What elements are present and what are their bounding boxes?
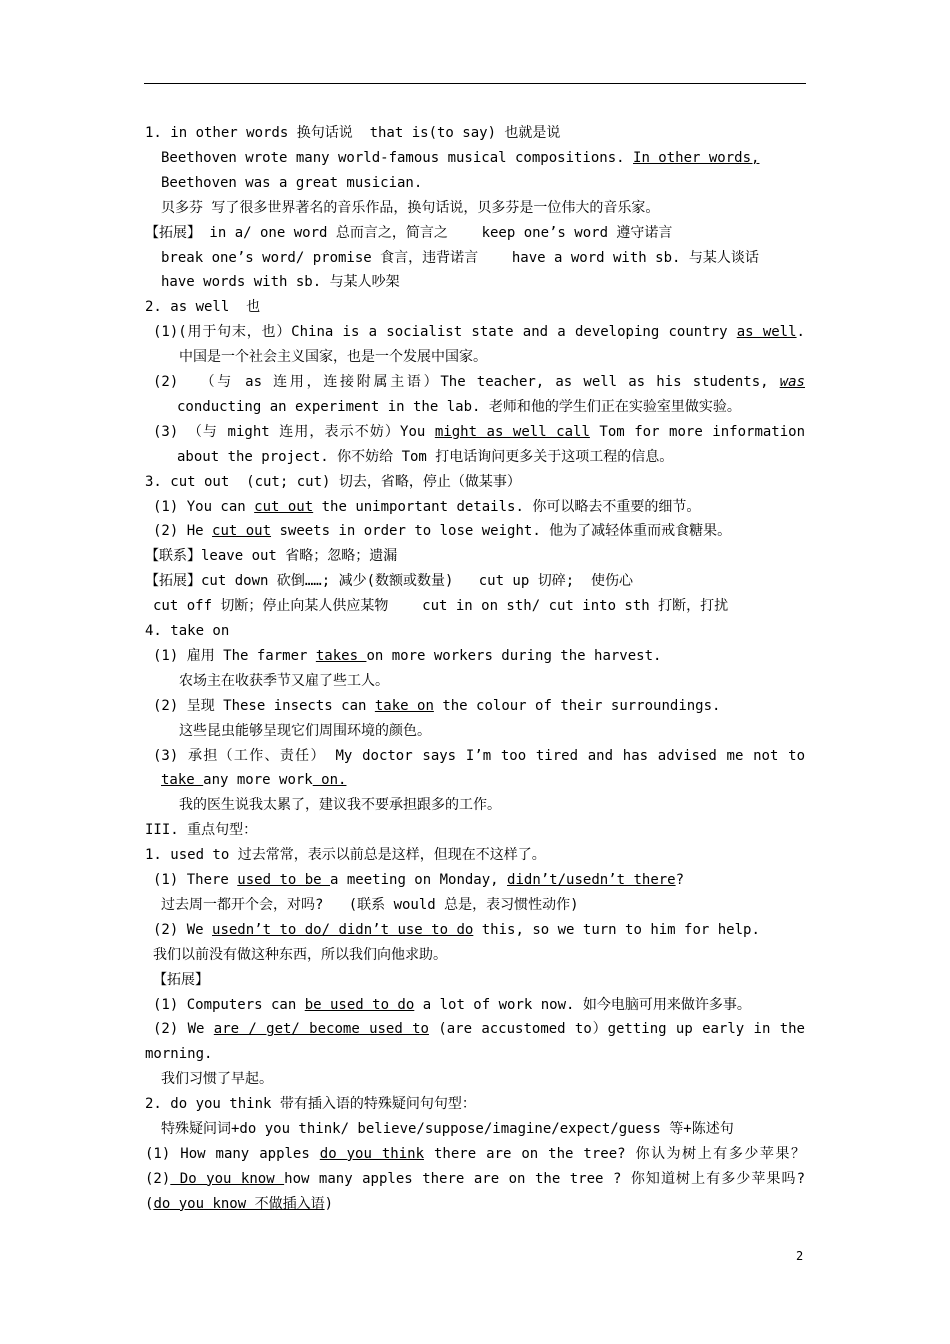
text-segment: (1) How many apples [145, 1145, 320, 1162]
text-line [153, 373, 805, 391]
text-segment: sweets in order to lose weight. 他为了减轻体重而戒食糖果。 [271, 523, 732, 540]
text-line [153, 323, 805, 341]
text-segment: (2) We [153, 921, 213, 938]
text-segment: 【拓展】 [153, 971, 209, 988]
text-line [153, 522, 731, 540]
text-segment: how many apples there are on the tree ? 你知道树上有多少苹果吗? [284, 1170, 806, 1187]
text-line [161, 1070, 273, 1088]
underlined-phrase: was [779, 374, 805, 390]
text-segment: 特殊疑问词+do you think/ believe/suppose/imagine/expect/guess 等+陈述句 [161, 1121, 734, 1137]
text-segment: 我的医生说我太累了，建议我不要承担跟多的工作。 [179, 797, 501, 814]
text-segment: 【拓展】 in a/ one word 总而言之，简言之 keep one’s word 遵守诺言 [145, 224, 673, 241]
text-segment: a meeting on Monday, [330, 872, 508, 888]
text-line [179, 796, 501, 814]
text-segment: (1) You can [153, 498, 255, 515]
text-segment: 我们习惯了早起。 [161, 1071, 273, 1088]
text-segment: 2. do you think 带有插入语的特殊疑问句句型： [145, 1096, 476, 1113]
text-line [153, 971, 209, 989]
text-line [179, 348, 487, 366]
underlined-phrase: do you know 不做插入语 [153, 1195, 325, 1212]
text-line [153, 647, 661, 665]
text-segment: 中国是一个社会主义国家，也是一个发展中国家。 [179, 349, 487, 366]
text-line [145, 298, 260, 316]
text-segment: (1)(用于句末，也）China is a socialist state and a developing country [153, 324, 737, 341]
text-line [145, 1195, 333, 1213]
text-line [145, 622, 229, 640]
text-segment: 过去周一都开个会，对吗? (联系 would 总是，表习惯性动作) [161, 896, 579, 913]
header-rule [144, 83, 806, 84]
text-segment: ) [324, 1195, 334, 1212]
text-line [153, 747, 805, 765]
text-segment: 农场主在收获季节又雇了些工人。 [179, 672, 389, 689]
text-segment: the unimportant details. 你可以略去不重要的细节。 [313, 498, 701, 515]
underlined-phrase: take [161, 772, 204, 789]
text-line [179, 722, 431, 740]
text-segment: this, so we turn to him for help. [473, 921, 760, 938]
text-segment: about the project. 你不妨给 Tom 打电话询问更多关于这项工程的信息。 [177, 448, 674, 465]
text-line [145, 1045, 212, 1063]
text-segment: (1) Computers can [153, 996, 305, 1013]
text-line [145, 846, 546, 864]
text-segment: (2) He [153, 523, 213, 540]
text-segment: 我们以前没有做这种东西，所以我们向他求助。 [153, 946, 447, 963]
text-segment: 3. cut out (cut; cut) 切去，省略，停止（做某事） [145, 473, 521, 490]
underlined-phrase: be used to do [304, 996, 415, 1013]
underlined-phrase: takes [315, 647, 367, 664]
text-line [153, 498, 700, 516]
text-line [161, 174, 422, 192]
text-line [145, 224, 672, 242]
underlined-phrase: cut out [254, 498, 314, 515]
text-line [161, 273, 400, 291]
text-segment: (3) 承担（工作、责任） My doctor says I’m too tired and has advised me not to [153, 747, 805, 764]
underlined-phrase: on. [312, 772, 347, 789]
underlined-phrase: do you think [319, 1145, 424, 1162]
text-line [145, 1145, 805, 1163]
text-line [153, 996, 751, 1014]
text-segment: ? [675, 872, 685, 888]
underlined-phrase: In other words, [633, 149, 760, 166]
text-line [161, 771, 346, 789]
text-segment: 1. in other words 换句话说 that is(to say) 也就是说 [145, 125, 561, 141]
text-line [145, 1095, 476, 1113]
text-segment: 【拓展】cut down 砍倒……; 减少(数额或数量) cut up 切碎; 使伤心 [145, 573, 634, 590]
text-segment: have words with sb. 与某人吵架 [161, 274, 400, 291]
underlined-phrase: are / get/ become used to [213, 1021, 429, 1038]
text-line [161, 249, 759, 267]
text-line [161, 896, 579, 914]
text-segment: on more workers during the harvest. [366, 647, 662, 664]
text-segment: 【联系】leave out 省略；忽略；遗漏 [145, 548, 398, 565]
text-line [145, 572, 633, 590]
underlined-phrase: cut out [212, 523, 272, 540]
text-line [145, 473, 521, 491]
underlined-phrase: usedn’t to do/ didn’t use to do [212, 921, 474, 938]
text-line [161, 1120, 734, 1138]
page-number: 2 [796, 1249, 804, 1263]
text-segment: any more work [203, 772, 313, 789]
text-segment: there are on the tree? 你认为树上有多少苹果？ [424, 1145, 805, 1162]
text-segment: (2) We [153, 1021, 214, 1038]
text-line [153, 597, 728, 615]
underlined-phrase: didn’t/usedn’t there [507, 872, 676, 888]
text-line [145, 821, 257, 839]
text-segment: morning. [145, 1046, 213, 1063]
text-segment: break one’s word/ promise 食言，违背诺言 have a word with sb. 与某人谈话 [161, 249, 759, 266]
text-segment: Beethoven wrote many world-famous musical compositions. [161, 149, 634, 166]
underlined-phrase: Do you know [170, 1170, 285, 1187]
text-line [153, 946, 447, 964]
text-segment: 1. used to 过去常常，表示以前总是这样，但现在不这样了。 [145, 847, 546, 864]
underlined-phrase: used to be [237, 872, 331, 888]
text-segment: (2) 呈现 These insects can [153, 697, 375, 714]
text-segment: Beethoven was a great musician. [161, 174, 423, 191]
text-line [153, 697, 720, 715]
text-segment: 4. take on [145, 623, 230, 639]
text-segment: 贝多芬 写了很多世界著名的音乐作品，换句话说，贝多芬是一位伟大的音乐家。 [161, 199, 660, 216]
underlined-phrase: as well [736, 324, 797, 341]
text-line [161, 199, 659, 217]
text-segment: ( [145, 1195, 154, 1212]
text-line [161, 149, 759, 167]
text-line [153, 423, 805, 441]
text-line [153, 871, 684, 889]
text-line [145, 1170, 805, 1188]
text-segment: . [796, 324, 805, 341]
text-segment: (are accustomed to）getting up early in the [428, 1021, 805, 1038]
text-segment: cut off 切断；停止向某人供应某物 cut in on sth/ cut into sth 打断，打扰 [153, 598, 729, 615]
text-segment: conducting an experiment in the lab. 老师和他的学生们正在实验室里做实验。 [177, 398, 741, 415]
text-segment: (3) （与 might 连用，表示不妨）You [153, 423, 435, 440]
text-segment: Tom for more information [589, 423, 806, 440]
underlined-phrase: take on [374, 697, 434, 714]
text-segment: (2) [145, 1170, 171, 1187]
text-line [153, 921, 760, 939]
text-line [145, 547, 397, 565]
text-segment: (1) 雇用 The farmer [153, 647, 316, 664]
text-segment: the colour of their surroundings. [433, 697, 721, 714]
text-segment: a lot of work now. 如今电脑可用来做许多事。 [414, 996, 751, 1013]
text-segment: 这些昆虫能够呈现它们周围环境的颜色。 [179, 722, 431, 739]
text-segment: III. 重点句型： [145, 822, 258, 839]
text-segment: (1) There [153, 872, 238, 888]
text-line [153, 1020, 805, 1038]
text-line [179, 672, 389, 690]
text-segment: (2) （与 as 连用，连接附属主语）The teacher, as well as his students, [153, 374, 780, 390]
text-segment: 2. as well 也 [145, 299, 261, 316]
text-line [177, 398, 741, 416]
underlined-phrase: might as well call [434, 423, 590, 440]
text-line [177, 448, 673, 466]
text-line [145, 124, 560, 142]
